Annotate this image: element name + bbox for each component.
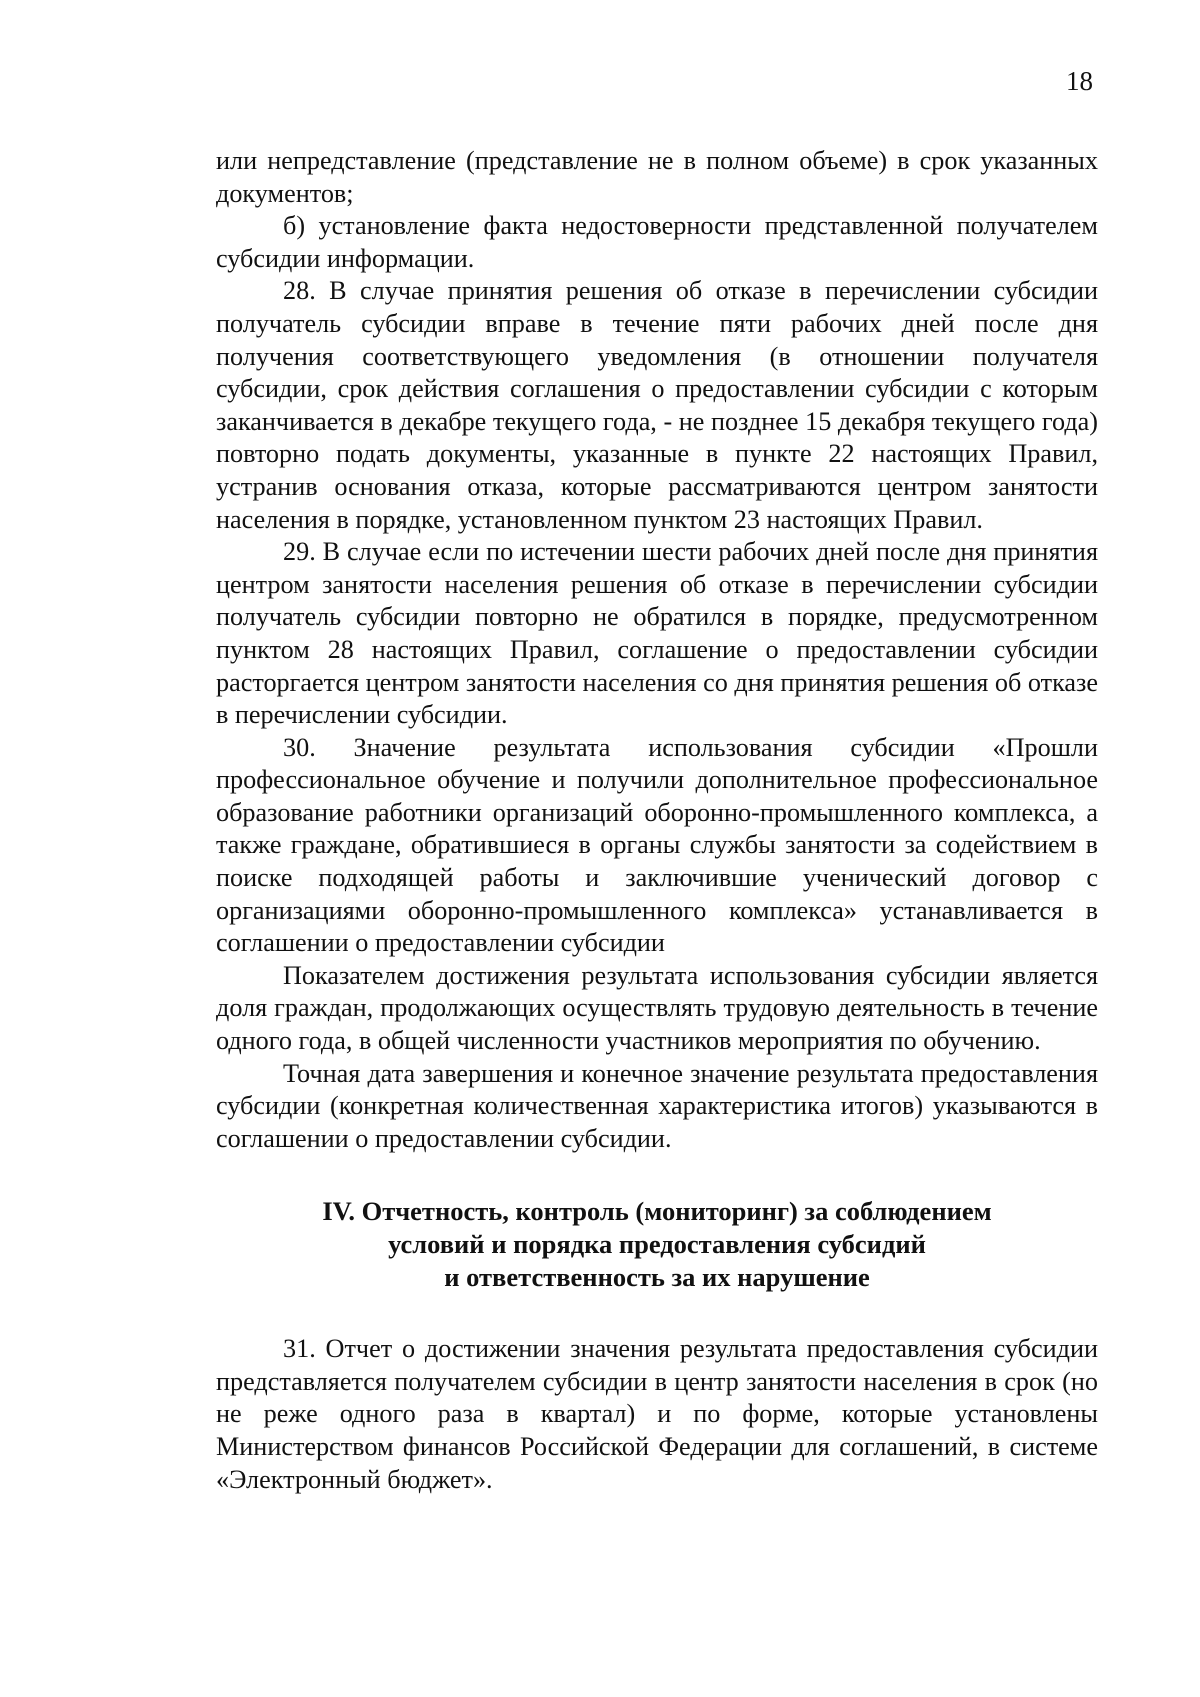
document-body [216,145,1098,1496]
paragraph-28: 28. В случае принятия решения об отказе в перечислении субсидии получатель субсидии вправе в течение пяти рабочих дней после дня получения соответствующего уведомления (в отношении получателя субсидии, срок действия соглашения о предоставлении субсидии с которым заканчивается в декабре текущего года, - не позднее 15 декабря текущего года) повторно подать документы, указанные в пункте 22 настоящих Правил, устранив основания отказа, которые рассматриваются центром занятости населения в порядке, установленном пунктом 23 настоящих Правил. [216,276,1098,534]
paragraph-completion-date: Точная дата завершения и конечное значение результата предоставления субсидии (конкретная количественная характеристика итогов) указываются в соглашении о предоставлении субсидии. [216,1058,1098,1153]
paragraph-29: 29. В случае если по истечении шести рабочих дней после дня принятия центром занятости населения решения об отказе в перечислении субсидии получатель субсидии повторно не обратился в порядке, предусмотренном пунктом 28 настоящих Правил, соглашение о предоставлении субсидии расторгается центром занятости населения со дня принятия решения об отказе в перечислении субсидии. [216,537,1098,730]
section-heading [216,1195,1098,1293]
paragraph-continuation: или непредставление (представление не в полном объеме) в срок указанных документов; [216,146,1098,208]
section-heading-line-2: условий и порядка предоставления субсидий [388,1229,926,1259]
paragraph-item-b: б) установление факта недостоверности представленной получателем субсидии информации. [216,211,1098,273]
paragraph-30: 30. Значение результата использования субсидии «Прошли профессиональное обучение и получили дополнительное профессиональное образование работники организаций оборонно-промышленного комплекса, а также граждане, обратившиеся в органы службы занятости за содействием в поиске подходящей работы и заключившие ученический договор с организациями оборонно-промышленного комплекса» устанавливается в соглашении о предоставлении субсидии [216,732,1098,958]
paragraph-indicator: Показателем достижения результата использования субсидии является доля граждан, продолжающих осуществлять трудовую деятельность в течение одного года, в общей численности участников мероприятия по обучению. [216,960,1098,1056]
page-number: 18 [1066,66,1093,96]
paragraph-31: 31. Отчет о достижении значения результата предоставления субсидии представляется получателем субсидии в центр занятости населения в срок (но не реже одного раза в квартал) и по форме, которые установлены Министерством финансов Российской Федерации для соглашений, в системе «Электронный бюджет». [216,1334,1098,1494]
section-heading-line-3: и ответственность за их нарушение [444,1261,870,1292]
section-heading-line-1: IV. Отчетность, контроль (мониторинг) за соблюдением [322,1196,992,1227]
